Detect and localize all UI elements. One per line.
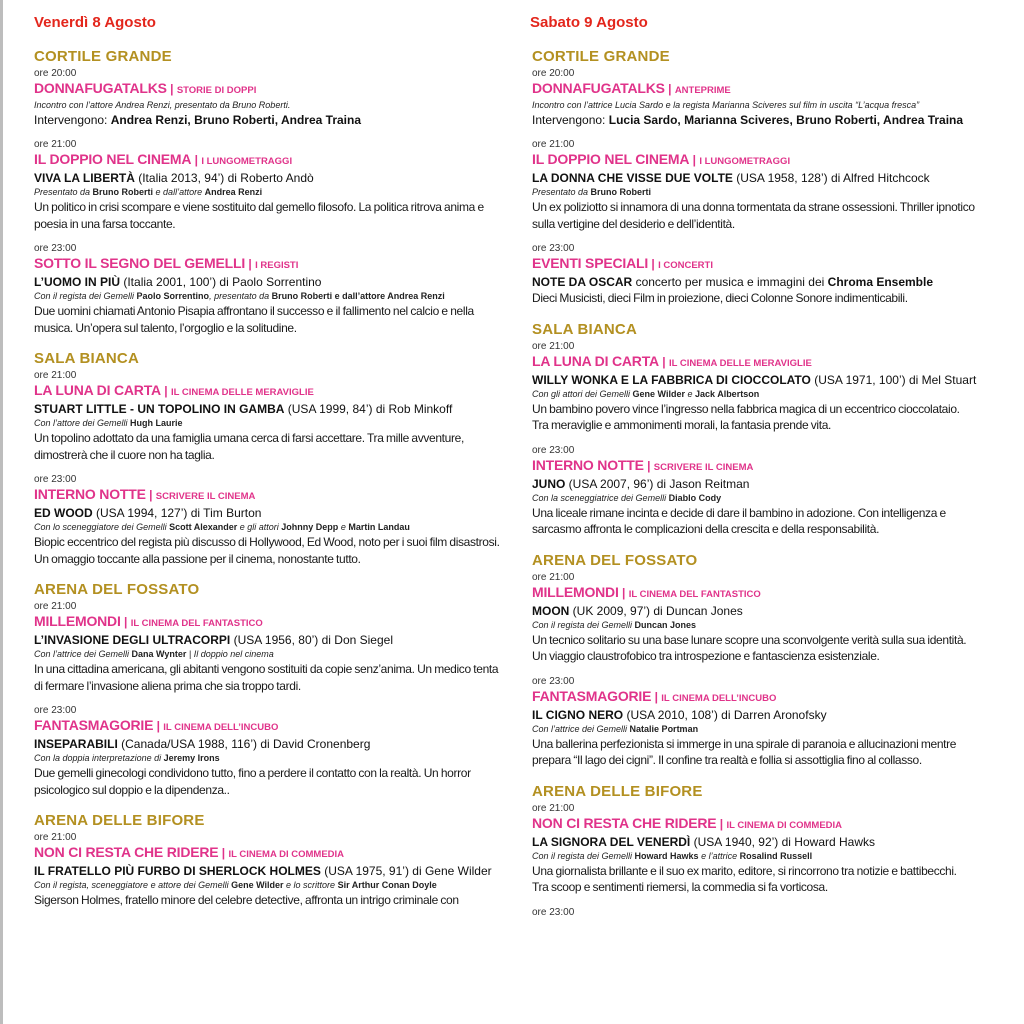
series-line xyxy=(34,486,514,505)
description-line: Una ballerina perfezionista si immerge in una spirale di paranoia e allucinazioni mentre xyxy=(532,736,957,751)
series-subtitle: SCRIVERE IL CINEMA xyxy=(653,461,754,473)
film-title: L’UOMO IN PIÙ xyxy=(34,275,121,289)
film-info: (USA 1994, 127’) di Tim Burton xyxy=(92,506,262,520)
event-time: ore 21:00 xyxy=(532,340,575,352)
description-line: Dieci Musicisti, dieci Film in proiezione, dieci Colonne Sonore indimenticabili. xyxy=(532,291,908,305)
series-subtitle: IL CINEMA DELL’INCUBO xyxy=(163,722,279,733)
film-info-bold: Chroma Ensemble xyxy=(827,275,934,289)
venue-title: ARENA DELLE BIFORE xyxy=(532,782,703,800)
event-item xyxy=(532,572,1012,665)
series-separator: | xyxy=(651,689,662,704)
film-title: IL FRATELLO PIÙ FURBO DI SHERLOCK HOLMES xyxy=(34,864,321,878)
guest-name: Sir Arthur Conan Doyle xyxy=(337,880,437,890)
guest-text: e l’attrice xyxy=(698,850,740,861)
series-separator: | xyxy=(245,257,256,271)
series-name: SOTTO IL SEGNO DEL GEMELLI xyxy=(34,255,246,271)
guest-line xyxy=(34,752,514,765)
series-name: IL DOPPIO NEL CINEMA xyxy=(532,151,690,167)
guest-line xyxy=(34,99,514,112)
guest-text: Con l’attore dei Gemelli xyxy=(34,418,131,428)
series-subtitle: I LUNGOMETRAGGI xyxy=(201,156,293,167)
event-item xyxy=(34,474,514,567)
film-title: STUART LITTLE - UN TOPOLINO IN GAMBA xyxy=(34,402,285,416)
event-item xyxy=(34,68,514,128)
guest-text: Con il regista dei Gemelli xyxy=(34,291,137,301)
page-edge xyxy=(0,0,3,1024)
guest-text: Con il regista, sceneggiatore e attore dei Gemelli xyxy=(34,880,232,890)
series-line xyxy=(532,584,1012,603)
guest-name: Johnny Depp xyxy=(281,522,339,532)
day-column-friday xyxy=(34,0,514,920)
guest-text: Incontro con l’attrice Lucia Sardo e la regista Marianna Sciveres sul film in uscita “L’acqua fresca” xyxy=(532,100,920,110)
event-time: ore 21:00 xyxy=(34,139,77,150)
film-info: (USA 1940, 92’) di Howard Hawks xyxy=(690,834,875,849)
guest-name: Howard Hawks xyxy=(634,850,699,861)
film-info: concerto per musica e immagini dei xyxy=(632,275,828,289)
speakers-names: Andrea Renzi, Bruno Roberti, Andrea Traina xyxy=(110,113,361,127)
event-time: ore 23:00 xyxy=(34,474,77,485)
guest-line xyxy=(34,417,514,430)
series-separator: | xyxy=(145,488,156,502)
guest-text: e dall’attore xyxy=(153,187,205,197)
film-info: (USA 1999, 84’) di Rob Minkoff xyxy=(284,402,453,416)
film-line xyxy=(34,170,514,186)
film-info: (USA 1975, 91’) di Gene Wilder xyxy=(320,864,492,878)
film-line xyxy=(34,736,514,752)
film-title: L’INVASIONE DEGLI ULTRACORPI xyxy=(34,633,231,647)
series-name: FANTASMAGORIE xyxy=(34,717,154,733)
film-title: VIVA LA LIBERTÀ xyxy=(34,171,135,185)
event-description xyxy=(34,661,514,694)
series-separator: | xyxy=(160,384,171,398)
series-name: DONNAFUGATALKS xyxy=(532,80,665,96)
guest-line xyxy=(532,186,1012,199)
venue-title: ARENA DELLE BIFORE xyxy=(34,812,205,829)
speakers-line xyxy=(532,112,1012,128)
series-line xyxy=(532,353,1012,372)
description-line: Due gemelli ginecologi condividono tutto, fino a perdere il contatto con la realtà. Un horror xyxy=(34,766,471,780)
series-subtitle: I REGISTI xyxy=(255,260,299,271)
series-line xyxy=(34,717,514,736)
series-line xyxy=(532,457,1012,476)
series-name: INTERNO NOTTE xyxy=(34,486,146,502)
series-line xyxy=(34,844,514,863)
series-line xyxy=(532,815,1012,834)
event-time: ore 23:00 xyxy=(532,444,575,456)
guest-name: Bruno Roberti xyxy=(590,187,652,197)
event-item xyxy=(532,341,1012,434)
description-line: Una liceale rimane incinta e decide di dare il bambino in adozione. Con intelligenza e xyxy=(532,505,946,520)
series-subtitle: IL CINEMA DI COMMEDIA xyxy=(726,819,843,831)
guest-text: Con la sceneggiatrice dei Gemelli xyxy=(532,492,669,503)
guest-text: Incontro con l’attore Andrea Renzi, presentato da Bruno Roberti. xyxy=(34,100,291,110)
guest-line xyxy=(532,723,1012,736)
series-name: LA LUNA DI CARTA xyxy=(532,352,659,369)
description-line: sarcasmo affronta le complicazioni della crescita e della responsabilità. xyxy=(532,522,880,536)
film-info: (USA 2007, 96’) di Jason Reitman xyxy=(565,476,750,491)
guest-text: Con l’attrice dei Gemelli xyxy=(34,649,132,659)
guest-name: Diablo Cody xyxy=(668,492,722,503)
description-line: Sigerson Holmes, fratello minore del celebre detective, affronta un intrigo criminale con xyxy=(34,893,459,907)
series-name: DONNAFUGATALKS xyxy=(34,80,167,96)
film-line xyxy=(34,274,514,290)
guest-text: Con l’attrice dei Gemelli xyxy=(532,723,630,734)
guest-name: Jeremy Irons xyxy=(163,753,220,763)
event-item xyxy=(34,243,514,336)
film-title: WILLY WONKA E LA FABBRICA DI CIOCCOLATO xyxy=(532,372,811,387)
event-description xyxy=(532,736,1012,769)
description-line: Una giornalista brillante e il suo ex marito, editore, si rincorrono tra notizie e battibecchi. xyxy=(532,863,957,878)
venue-title: SALA BIANCA xyxy=(34,350,139,367)
event-item xyxy=(532,139,1012,232)
guest-name: Jack Albertson xyxy=(695,388,760,399)
series-separator: | xyxy=(716,816,727,831)
series-subtitle: SCRIVERE IL CINEMA xyxy=(155,491,256,502)
event-description xyxy=(34,534,514,567)
event-time: ore 21:00 xyxy=(532,802,575,814)
series-subtitle: I LUNGOMETRAGGI xyxy=(699,156,791,167)
film-line xyxy=(34,401,514,417)
series-subtitle: ANTEPRIME xyxy=(674,85,731,96)
film-title: MOON xyxy=(532,603,570,618)
series-separator: | xyxy=(218,846,229,860)
speakers-label: Intervengono: xyxy=(532,113,609,127)
venue-title: CORTILE GRANDE xyxy=(34,48,172,65)
venue-title: CORTILE GRANDE xyxy=(532,48,670,65)
series-name: LA LUNA DI CARTA xyxy=(34,382,161,398)
event-description xyxy=(34,430,514,463)
event-description xyxy=(34,199,514,232)
film-info: (USA 1971, 100’) di Mel Stuart xyxy=(810,372,977,387)
film-info: (Italia 2013, 94’) di Roberto Andò xyxy=(134,171,314,185)
series-line xyxy=(34,613,514,632)
description-line: Un viaggio claustrofobico tra introspezione e fantascienza esistenziale. xyxy=(532,649,880,663)
series-subtitle: IL CINEMA DELLE MERAVIGLIE xyxy=(668,357,812,369)
speakers-label: Intervengono: xyxy=(34,113,111,127)
description-line: musica. Un’opera sul talento, l’orgoglio e la solitudine. xyxy=(34,320,297,335)
guest-name: Paolo Sorrentino xyxy=(136,291,210,301)
description-line: Biopic eccentrico del regista più discusso di Hollywood, Ed Wood, noto per i suoi film disastrosi. xyxy=(34,535,500,549)
description-line: dimostrerà che il cuore non ha taglia. xyxy=(34,447,215,462)
event-description xyxy=(34,892,514,909)
guest-name: Hugh Laurie xyxy=(130,418,183,428)
guest-name: Andrea Renzi xyxy=(204,187,263,197)
description-line: psicologico sul doppio e la dipendenza.. xyxy=(34,782,230,797)
event-time: ore 23:00 xyxy=(34,705,77,716)
film-title: ED WOOD xyxy=(34,506,93,520)
event-item xyxy=(532,243,1012,307)
guest-name: Duncan Jones xyxy=(634,619,697,630)
film-info: (USA 1958, 128’) di Alfred Hitchcock xyxy=(732,171,930,185)
series-separator: | xyxy=(689,153,700,167)
guest-text: Con gli attori dei Gemelli xyxy=(532,388,633,399)
film-title: IL CIGNO NERO xyxy=(532,707,624,722)
series-name: INTERNO NOTTE xyxy=(532,456,644,473)
guest-name: Bruno Roberti xyxy=(92,187,154,197)
event-description xyxy=(532,199,1012,232)
series-name: NON CI RESTA CHE RIDERE xyxy=(532,814,717,831)
event-description xyxy=(532,632,1012,665)
description-line: In una cittadina americana, gli abitanti vengono sostituiti da copie senz’anima. Un medico tenta xyxy=(34,662,499,676)
series-line xyxy=(532,255,1012,274)
film-info: (Canada/USA 1988, 116’) di David Cronenberg xyxy=(117,737,371,751)
venue-title: SALA BIANCA xyxy=(532,320,637,338)
guest-text: , presentato da xyxy=(209,291,272,301)
event-description xyxy=(34,765,514,798)
guest-text: | Il doppio nel cinema xyxy=(186,649,274,659)
guest-text: e xyxy=(684,388,695,399)
series-subtitle: IL CINEMA DEL FANTASTICO xyxy=(130,618,263,629)
guest-name: Gene Wilder xyxy=(231,880,284,890)
guest-line xyxy=(34,648,514,661)
series-line xyxy=(34,80,514,99)
guest-line xyxy=(532,619,1012,632)
film-title: LA SIGNORA DEL VENERDÌ xyxy=(532,834,691,849)
guest-text: Presentato da xyxy=(532,187,591,197)
description-line: Un tecnico solitario su una base lunare scopre una sconvolgente verità sulla sua identità. xyxy=(532,632,967,647)
series-subtitle: IL CINEMA DI COMMEDIA xyxy=(228,849,345,860)
film-line xyxy=(532,834,1012,850)
description-line: Un ex poliziotto si innamora di una donna tormentata da strane ossessioni. Thriller ipnotico xyxy=(532,200,975,214)
series-name: FANTASMAGORIE xyxy=(532,687,652,704)
guest-line xyxy=(34,879,514,892)
description-line: Un bambino povero vince l’ingresso nella fabbrica magica di un eccentrico cioccolataio. xyxy=(532,401,960,416)
event-item xyxy=(34,370,514,463)
guest-name: Martin Landau xyxy=(348,522,410,532)
guest-name: Gene Wilder xyxy=(632,388,685,399)
guest-name: Natalie Portman xyxy=(629,723,699,734)
series-subtitle: IL CINEMA DELLE MERAVIGLIE xyxy=(170,387,314,398)
film-line xyxy=(532,476,1012,492)
series-name: NON CI RESTA CHE RIDERE xyxy=(34,844,219,860)
event-time: ore 21:00 xyxy=(532,139,575,150)
series-separator: | xyxy=(153,719,164,733)
venue-title: ARENA DEL FOSSATO xyxy=(34,581,200,598)
series-separator: | xyxy=(648,257,659,271)
event-item xyxy=(532,803,1012,896)
series-separator: | xyxy=(166,82,177,96)
event-item xyxy=(34,705,514,798)
guest-line xyxy=(34,186,514,199)
film-info: (Italia 2001, 100’) di Paolo Sorrentino xyxy=(120,275,322,289)
series-separator: | xyxy=(191,153,202,167)
description-line: prepara “Il lago dei cigni”. Il confine tra realtà e follia si assottiglia fino al collasso. xyxy=(532,753,922,767)
guest-line xyxy=(532,99,1012,112)
series-separator: | xyxy=(643,458,654,473)
description-line: Tra scoop e sentimenti riemersi, la commedia si fa vorticosa. xyxy=(532,880,828,894)
event-time: ore 23:00 xyxy=(532,906,575,918)
series-name: MILLEMONDI xyxy=(34,613,121,629)
guest-name: Bruno Roberti e dall’attore Andrea Renzi xyxy=(271,291,445,301)
event-description xyxy=(532,401,1012,434)
description-line: Un omaggio toccante alla passione per il cinema, nonostante tutto. xyxy=(34,551,361,566)
series-separator: | xyxy=(658,354,669,369)
guest-name: Scott Alexander xyxy=(169,522,238,532)
series-subtitle: IL CINEMA DELL’INCUBO xyxy=(661,692,777,704)
event-item xyxy=(532,907,1012,919)
guest-line xyxy=(34,290,514,303)
event-time: ore 23:00 xyxy=(532,243,575,254)
event-time: ore 21:00 xyxy=(34,832,77,843)
series-name: EVENTI SPECIALI xyxy=(532,255,649,271)
event-description xyxy=(34,303,514,336)
description-line: di fermare l’invasione aliena prima che sia troppo tardi. xyxy=(34,678,301,693)
film-line xyxy=(34,863,514,879)
guest-line xyxy=(532,492,1012,505)
event-time: ore 20:00 xyxy=(532,68,575,79)
description-line: Tra meraviglie e ammonimenti morali, la fantasia prende vita. xyxy=(532,418,832,432)
guest-text: Presentato da xyxy=(34,187,93,197)
film-title: LA DONNA CHE VISSE DUE VOLTE xyxy=(532,171,733,185)
film-line xyxy=(532,372,1012,388)
guest-text: Con la doppia interpretazione di xyxy=(34,753,164,763)
event-time: ore 23:00 xyxy=(532,675,575,687)
description-line: poesia in una farsa toccante. xyxy=(34,216,176,231)
series-separator: | xyxy=(120,615,131,629)
series-subtitle: IL CINEMA DEL FANTASTICO xyxy=(628,588,761,600)
guest-text: e lo scrittore xyxy=(283,880,338,890)
guest-name: Rosalind Russell xyxy=(739,850,813,861)
film-line xyxy=(532,603,1012,619)
series-line xyxy=(34,151,514,170)
series-line xyxy=(34,382,514,401)
series-line xyxy=(34,255,514,274)
guest-text: e gli attori xyxy=(237,522,282,532)
event-item xyxy=(532,676,1012,769)
series-line xyxy=(532,688,1012,707)
guest-text: Con il regista dei Gemelli xyxy=(532,850,635,861)
series-subtitle: I CONCERTI xyxy=(658,260,713,271)
guest-line xyxy=(532,388,1012,401)
guest-name: Dana Wynter xyxy=(131,649,187,659)
day-title: Venerdì 8 Agosto xyxy=(34,14,156,31)
film-title: NOTE DA OSCAR xyxy=(532,275,633,289)
film-title: INSEPARABILI xyxy=(34,737,118,751)
event-description xyxy=(532,863,1012,896)
film-info: (USA 2010, 108’) di Darren Aronofsky xyxy=(623,707,827,722)
series-line xyxy=(532,80,1012,99)
day-title: Sabato 9 Agosto xyxy=(530,14,648,31)
description-line: Un politico in crisi scompare e viene sostituito dal gemello filosofo. La politica ritrova anima e xyxy=(34,200,484,214)
guest-text: Con lo sceneggiatore dei Gemelli xyxy=(34,522,170,532)
film-line xyxy=(34,632,514,648)
series-name: MILLEMONDI xyxy=(532,583,619,600)
series-subtitle: STORIE DI DOPPI xyxy=(176,85,257,96)
guest-text: Con il regista dei Gemelli xyxy=(532,619,635,630)
film-line xyxy=(532,274,1012,290)
event-item xyxy=(532,68,1012,128)
event-time: ore 21:00 xyxy=(34,370,77,381)
series-separator: | xyxy=(618,585,629,600)
speakers-line xyxy=(34,112,514,128)
day-column-saturday xyxy=(532,0,1012,930)
description-line: sulla vertigine del desiderio e dell’identità. xyxy=(532,216,735,231)
film-line xyxy=(532,707,1012,723)
film-info: (USA 1956, 80’) di Don Siegel xyxy=(230,633,393,647)
film-title: JUNO xyxy=(532,476,566,491)
guest-line xyxy=(532,850,1012,863)
event-description xyxy=(532,290,1012,307)
venue-title: ARENA DEL FOSSATO xyxy=(532,551,698,569)
film-line xyxy=(532,170,1012,186)
event-time: ore 21:00 xyxy=(34,601,77,612)
speakers-names: Lucia Sardo, Marianna Sciveres, Bruno Roberti, Andrea Traina xyxy=(608,113,964,127)
guest-text: e xyxy=(338,522,349,532)
event-time: ore 21:00 xyxy=(532,571,575,583)
event-description xyxy=(532,505,1012,538)
film-info: (UK 2009, 97’) di Duncan Jones xyxy=(569,603,743,618)
event-time: ore 20:00 xyxy=(34,68,77,79)
event-item xyxy=(34,601,514,694)
event-time: ore 23:00 xyxy=(34,243,77,254)
event-item xyxy=(34,832,514,909)
description-line: Due uomini chiamati Antonio Pisapia affrontano il successo e il fallimento nel calcio e nella xyxy=(34,304,474,318)
event-item xyxy=(34,139,514,232)
film-line xyxy=(34,505,514,521)
series-line xyxy=(532,151,1012,170)
series-separator: | xyxy=(664,82,675,96)
event-item xyxy=(532,445,1012,538)
series-name: IL DOPPIO NEL CINEMA xyxy=(34,151,192,167)
guest-line xyxy=(34,521,514,534)
description-line: Un topolino adottato da una famiglia umana cerca di farsi accettare. Tra mille avventure, xyxy=(34,431,464,445)
